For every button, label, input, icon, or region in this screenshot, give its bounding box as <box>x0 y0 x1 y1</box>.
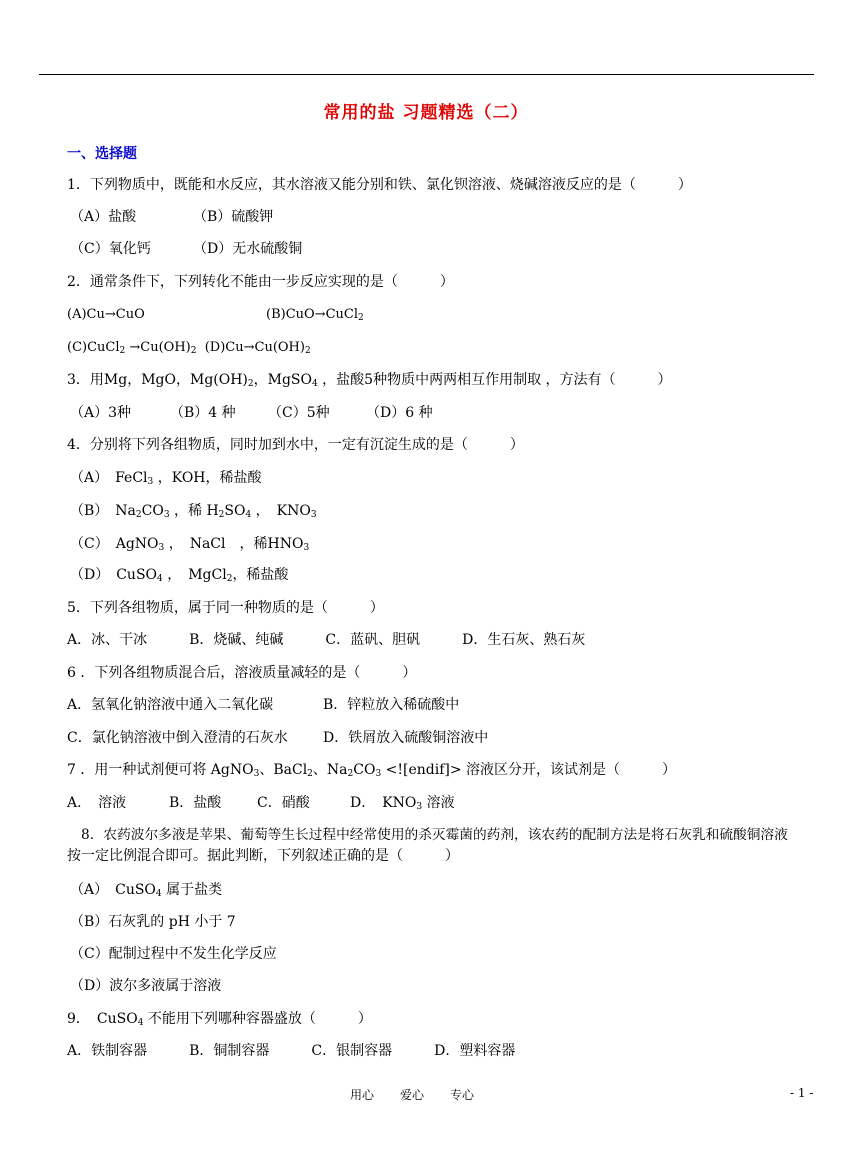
q3-stem: 3．用Mg，MgO，$Mg(OH)_2$，MgSO$_4$ ，盐酸5种物质中两两相互作用制取 ，方法有（ ） <box>67 372 672 389</box>
q8-stem-line-2: 按一定比例混合即可。据此判断，下列叙述正确的是（ ） <box>67 848 459 864</box>
q6-option-c: C．氯化钠溶液中倒入澄清的石灰水 <box>67 730 288 746</box>
q8-option-c: （C）配制过程中不发生化学反应 <box>70 946 277 962</box>
q2-option-b: (B)CuO→CuCl$_2$ <box>266 307 364 323</box>
q7-stem: 7 ．用一种试剂便可将 AgNO$_3$、BaCl$_2$、$Na_2CO_3$ <![endif]> 溶液区分开，该试剂是（ ） <box>67 762 677 779</box>
q8-stem-line-1: 8．农药波尔多液是苹果、葡萄等生长过程中经常使用的杀灭霉菌的药剂，该农药的配制方法是将石灰乳和硫酸铜溶液 <box>81 827 788 843</box>
header-rule <box>39 74 814 75</box>
q6-option-b: B．锌粒放入稀硫酸中 <box>323 697 460 713</box>
footer-text-1: 用心 <box>350 1088 375 1102</box>
q8-option-d: （D）波尔多液属于溶液 <box>70 978 222 994</box>
q4-option-b: （B） $Na_2CO_3$ ，稀 $H_2SO_4$ ， $KNO_3$ <box>70 503 317 520</box>
q2-option-d: $(D)Cu\to Cu(OH)_2$ <box>204 340 311 356</box>
q3-option-a: （A）3种 <box>70 405 132 421</box>
footer-text-2: 爱心 <box>400 1088 425 1102</box>
q1-option-b: （B）硫酸钾 <box>193 209 274 225</box>
q1-option-c: （C）氧化钙 <box>70 241 151 257</box>
page-number: - 1 - <box>790 1086 814 1100</box>
q9-stem: 9． CuSO$_4$ 不能用下列哪种容器盛放（ ） <box>67 1011 372 1028</box>
q3-option-b: （B）4 种 <box>170 405 236 421</box>
q3-option-d: （D）6 种 <box>366 405 433 421</box>
q6-stem: 6 ．下列各组物质混合后，溶液质量减轻的是（ ） <box>67 665 417 681</box>
q4-option-d: （D） CuSO$_4$ ， MgCl$_2$，稀盐酸 <box>70 567 289 584</box>
section-heading: 一、选择题 <box>67 146 137 162</box>
q9-options: A．铁制容器 B．铜制容器 C．银制容器 D．塑料容器 <box>67 1043 516 1059</box>
q4-option-a: （A） FeCl$_3$ ，KOH，稀盐酸 <box>70 470 262 487</box>
q2-stem: 2．通常条件下，下列转化不能由一步反应实现的是（ ） <box>67 274 454 290</box>
q1-option-a: （A）盐酸 <box>70 209 137 225</box>
q1-option-d: （D）无水硫酸铜 <box>193 241 303 257</box>
q7-option-b: B．盐酸 <box>169 795 222 811</box>
q1-stem: 1．下列物质中，既能和水反应，其水溶液又能分别和铁、氯化钡溶液、烧碱溶液反应的是（ ） <box>67 177 692 193</box>
q6-option-a: A．氢氧化钠溶液中通入二氧化碳 <box>67 697 274 713</box>
q6-option-d: D．铁屑放入硫酸铜溶液中 <box>323 730 489 746</box>
q4-stem: 4．分别将下列各组物质，同时加到水中，一定有沉淀生成的是（ ） <box>67 437 524 453</box>
q8-option-a: （A） CuSO$_4$ 属于盐类 <box>70 882 223 899</box>
q2-option-a: (A)Cu→CuO <box>67 307 145 322</box>
q2-option-c-d <box>67 339 311 357</box>
q7-option-c: C．硝酸 <box>257 795 310 811</box>
q7-option-d: D． $KNO_3$ 溶液 <box>350 795 455 812</box>
q3-option-c: （C）5种 <box>268 405 330 421</box>
page-title: 常用的盐 习题精选（二） <box>323 103 529 123</box>
q5-options: A．冰、干冰 B．烧碱、纯碱 C．蓝矾、胆矾 D．生石灰、熟石灰 <box>67 632 586 648</box>
q2-option-c: (C)CuCl$_2$ $\to Cu(OH)_2$ <box>67 340 197 356</box>
q4-option-c: （C） AgNO$_3$ ， NaCl ，稀$HNO_3$ <box>70 536 310 553</box>
footer-text-3: 专心 <box>450 1088 475 1102</box>
q8-option-b: （B）石灰乳的 pH 小于 7 <box>70 914 236 930</box>
q5-stem: 5．下列各组物质，属于同一种物质的是（ ） <box>67 600 384 616</box>
q7-option-a: A． 溶液 <box>67 795 127 811</box>
